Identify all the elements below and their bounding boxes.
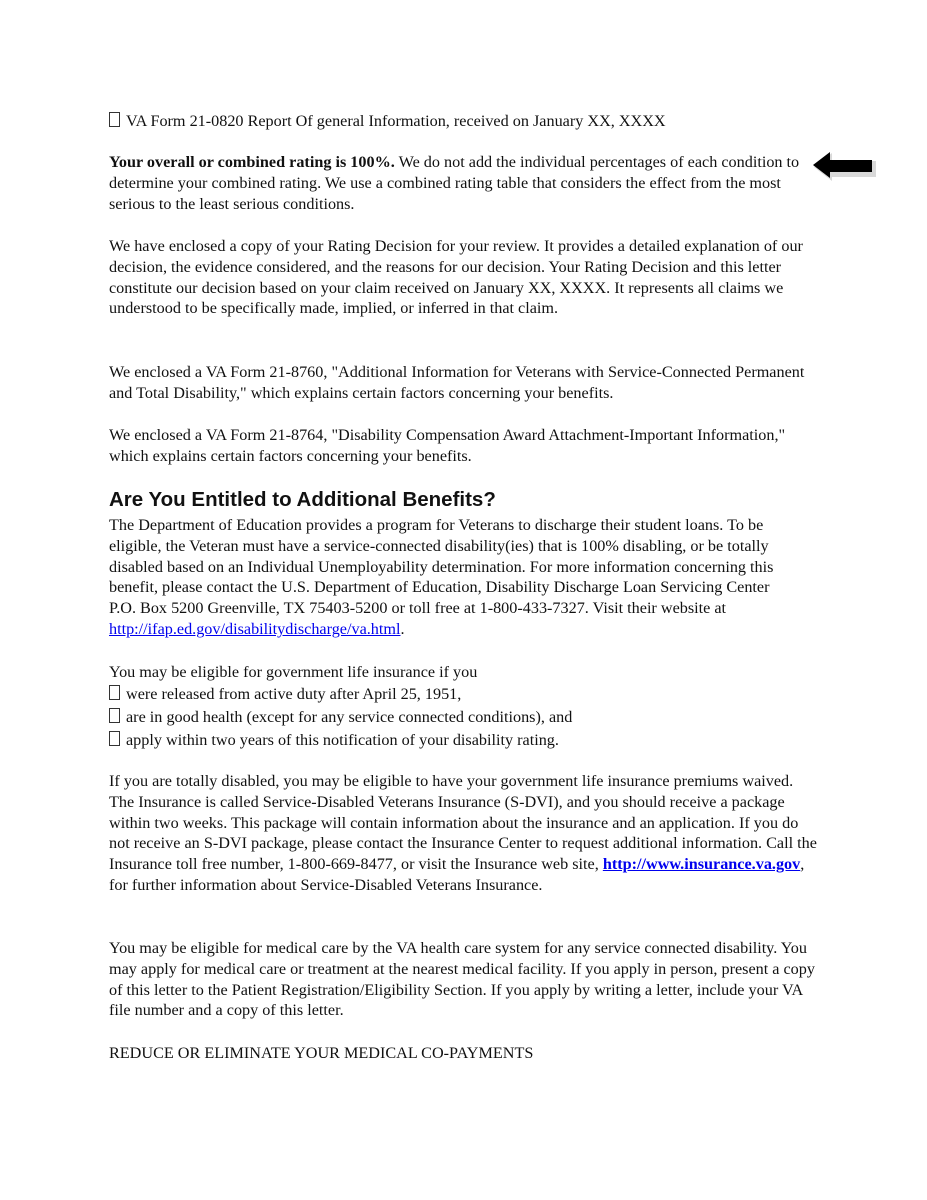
- checkbox-icon: [109, 731, 120, 746]
- form-0820-line: VA Form 21-0820 Report Of general Information, received on January XX, XXXX: [109, 111, 821, 132]
- checkbox-icon: [109, 685, 120, 700]
- combined-rating-paragraph: Your overall or combined rating is 100%. We do not add the individual percentages of each condition to determine your combined rating. We use a combined rating table that considers the effect from the most serious to the least serious conditions.: [109, 153, 800, 213]
- medical-care-paragraph: You may be eligible for medical care by the VA health care system for any service connected disability. You may apply for medical care or treatment at the nearest medical facility. If you apply in person, present a copy of this letter to the Patient Registration/Eligibility Section. If you apply by writing a letter, include your VA file number and a copy of this letter.: [109, 939, 815, 1020]
- rating-decision-paragraph: We have enclosed a copy of your Rating Decision for your review. It provides a detailed explanation of our decision, the evidence considered, and the reasons for our decision. Your Rating Decision and this letter constitute our decision based on your claim received on January XX, XXXX. It represents all claims we understood to be specifically made, implied, or inferred in that claim.: [109, 237, 803, 318]
- ifap-link[interactable]: http://ifap.ed.gov/disabilitydischarge/va.html: [109, 619, 401, 638]
- sdvi-paragraph: If you are totally disabled, you may be eligible to have your government life insurance premiums waived. The Insurance is called Service-Disabled Veterans Insurance (S-DVI), and you should receive a package within two weeks. This package will contain information about the insurance and an application. If you do not receive an S-DVI package, please contact the Insurance Center to request additional information. Call the Insurance toll free number, 1-800-669-8477, or visit the Insurance web site, http://www.insurance.va.gov, for further information about Service-Disabled Veterans Insurance.: [109, 772, 817, 894]
- education-paragraph: The Department of Education provides a program for Veterans to discharge their student loans. To be eligible, the Veteran must have a service-connected disability(ies) that is 100% disabling, or be totally disabled based on an Individual Unemployability determination. For more information concerning this benefit, please contact the U.S. Department of Education, Disability Discharge Loan Servicing Center P.O. Box 5200 Greenville, TX 75403-5200 or toll free at 1-800-433-7327. Visit their website at http://ifap.ed.gov/disabilitydischarge/va.html.: [109, 516, 774, 638]
- additional-benefits-heading: Are You Entitled to Additional Benefits?: [109, 488, 496, 511]
- life-insurance-item: apply within two years of this notification of your disability rating.: [109, 730, 821, 751]
- left-arrow-icon: [812, 150, 880, 184]
- life-insurance-item: are in good health (except for any service connected conditions), and: [109, 707, 821, 728]
- life-insurance-intro: You may be eligible for government life insurance if you: [109, 663, 478, 681]
- form-8764-paragraph: We enclosed a VA Form 21-8764, "Disability Compensation Award Attachment-Important Information," which explains certain factors concerning your benefits.: [109, 426, 786, 465]
- insurance-link[interactable]: http://www.insurance.va.gov: [602, 855, 801, 874]
- checkbox-icon: [109, 112, 120, 127]
- life-insurance-item: were released from active duty after April 25, 1951,: [109, 684, 821, 705]
- combined-rating-bold: Your overall or combined rating is 100%.: [109, 153, 395, 171]
- copay-heading: REDUCE OR ELIMINATE YOUR MEDICAL CO-PAYMENTS: [109, 1044, 534, 1062]
- checkbox-icon: [109, 708, 120, 723]
- form-8760-paragraph: We enclosed a VA Form 21-8760, "Additional Information for Veterans with Service-Connected Permanent and Total Disability," which explains certain factors concerning your benefits.: [109, 363, 805, 402]
